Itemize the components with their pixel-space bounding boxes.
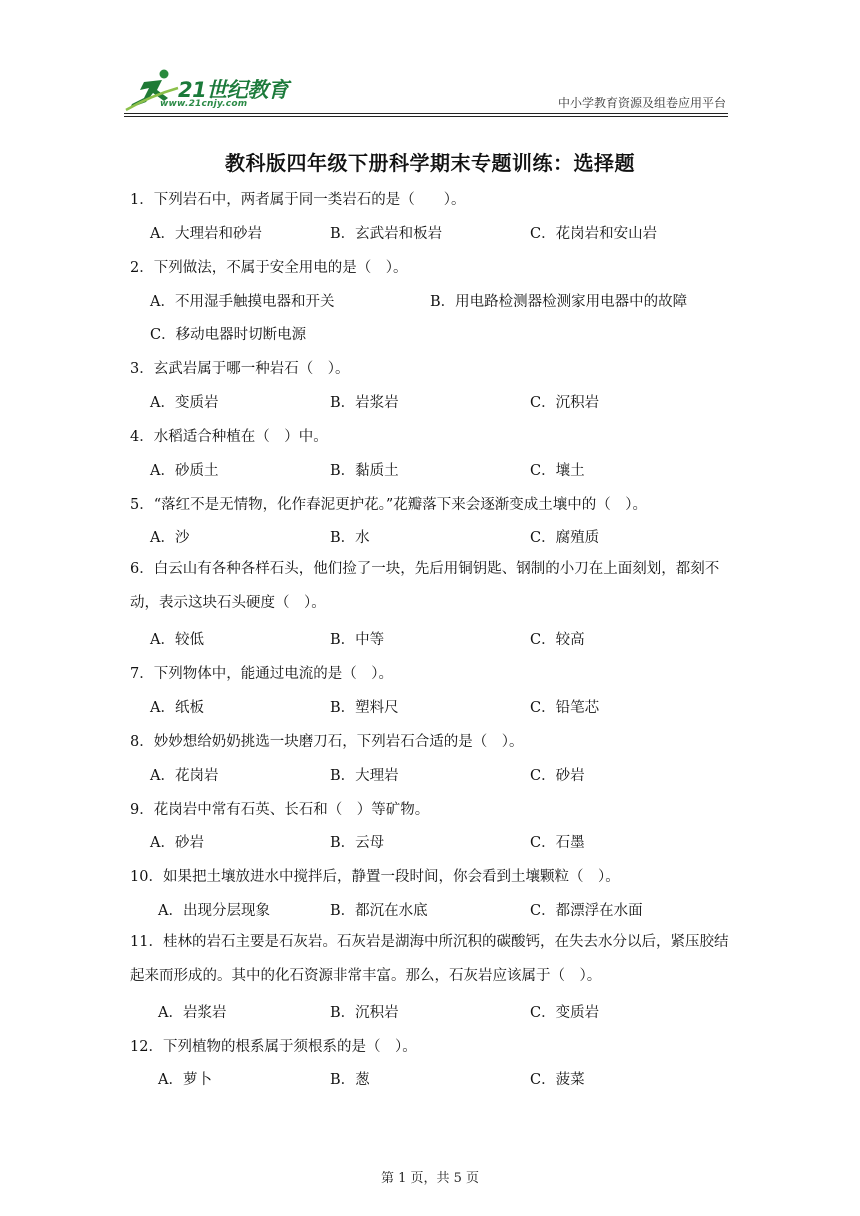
option-b: B．用电路检测器检测家用电器中的故障 [430, 294, 688, 310]
option-a: A．砂岩 [150, 835, 204, 851]
option-b: B．中等 [330, 632, 385, 648]
option-a: A．沙 [150, 530, 190, 546]
page-footer: 第 1 页，共 5 页 [380, 1171, 480, 1186]
option-b: B．大理岩 [330, 768, 399, 784]
page-header [124, 66, 728, 116]
option-b: B．黏质土 [330, 463, 399, 479]
option-c: C．壤土 [530, 463, 585, 479]
question-11: 11．桂林的岩石主要是石灰岩。石灰岩是湖海中所沉积的碳酸钙，在失去水分以后，紧压胶结起来而形成的。其中的化石资源非常丰富。那么，石灰岩应该属于（ ）。 [130, 934, 729, 984]
question-12: 12．下列植物的根系属于须根系的是（ ）。 [130, 1039, 417, 1055]
option-a: A．砂质土 [150, 463, 219, 479]
question-1: 1．下列岩石中，两者属于同一类岩石的是（ ）。 [130, 192, 466, 208]
question-2: 2．下列做法，不属于安全用电的是（ ）。 [130, 260, 408, 276]
option-a: A．不用湿手触摸电器和开关 [150, 294, 335, 310]
option-c: C．都漂浮在水面 [530, 903, 643, 919]
question-10: 10．如果把土壤放进水中搅拌后，静置一段时间，你会看到土壤颗粒（ ）。 [130, 869, 620, 885]
question-5: 5．“落红不是无情物，化作春泥更护花。”花瓣落下来会逐渐变成土壤中的（ ）。 [130, 497, 648, 513]
option-c: C．砂岩 [530, 768, 585, 784]
option-b: B．塑料尺 [330, 700, 399, 716]
question-6: 6．白云山有各种各样石头，他们捡了一块，先后用铜钥匙、钢制的小刀在上面刻划，都刻不动，表示这块石头硬度（ ）。 [130, 561, 720, 611]
option-b: B．岩浆岩 [330, 395, 399, 411]
header-divider [124, 113, 728, 114]
option-c: C．变质岩 [530, 1005, 600, 1021]
option-b: B．沉积岩 [330, 1005, 399, 1021]
option-c: C．腐殖质 [530, 530, 600, 546]
option-b: B．水 [330, 530, 370, 546]
option-a: A．花岗岩 [150, 768, 219, 784]
option-c: C．移动电器时切断电源 [150, 327, 307, 343]
option-c: C．花岗岩和安山岩 [530, 226, 658, 242]
question-3: 3．玄武岩属于哪一种岩石（ ）。 [130, 361, 350, 377]
page-title: 教科版四年级下册科学期末专题训练：选择题 [225, 151, 635, 175]
option-b: B．云母 [330, 835, 385, 851]
option-a: A．岩浆岩 [158, 1005, 227, 1021]
option-a: A．较低 [150, 632, 204, 648]
option-a: A．变质岩 [150, 395, 219, 411]
option-b: B．葱 [330, 1072, 370, 1088]
option-c: C．沉积岩 [530, 395, 600, 411]
option-a: A．纸板 [150, 700, 204, 716]
option-b: B．玄武岩和板岩 [330, 226, 443, 242]
platform-name: 中小学教育资源及组卷应用平台 [557, 96, 726, 110]
question-7: 7．下列物体中，能通过电流的是（ ）。 [130, 666, 393, 682]
question-4: 4．水稻适合种植在（ ）中。 [130, 429, 328, 445]
option-a: A．萝卜 [158, 1072, 212, 1088]
question-8: 8．妙妙想给奶奶挑选一块磨刀石，下列岩石合适的是（ ）。 [130, 734, 524, 750]
option-a: A．出现分层现象 [158, 903, 270, 919]
option-c: C．铅笔芯 [530, 700, 600, 716]
option-c: C．较高 [530, 632, 585, 648]
option-a: A．大理岩和砂岩 [150, 226, 262, 242]
question-9: 9．花岗岩中常有石英、长石和（ ）等矿物。 [130, 802, 430, 818]
option-b: B．都沉在水底 [330, 903, 428, 919]
option-c: C．石墨 [530, 835, 585, 851]
option-c: C．菠菜 [530, 1072, 585, 1088]
header-divider-thin [124, 116, 728, 117]
logo [124, 66, 299, 114]
logo-text: 21世纪教育 [178, 78, 289, 102]
logo-url: www.21cnjy.com [160, 99, 248, 109]
